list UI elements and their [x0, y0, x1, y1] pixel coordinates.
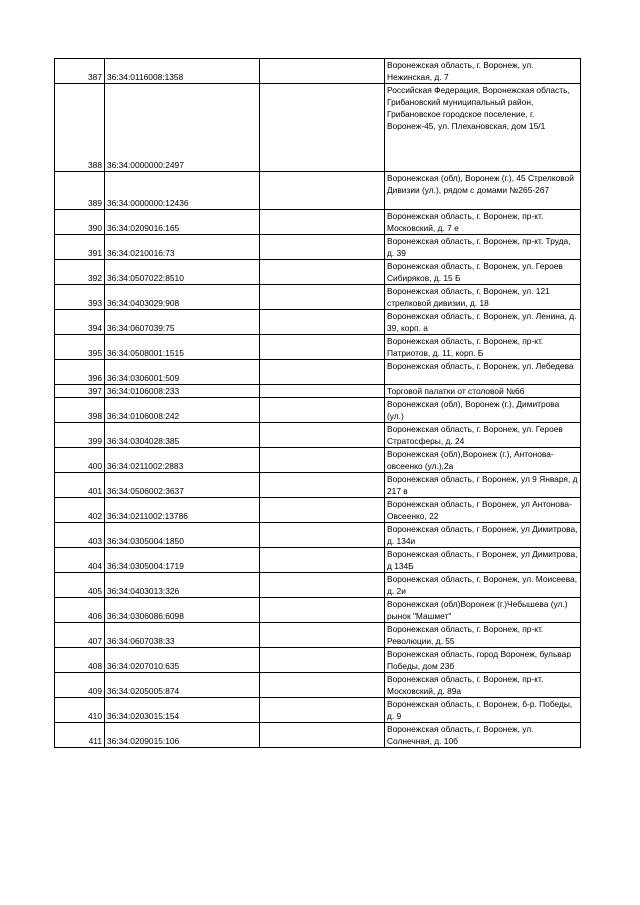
- cadastral-number-cell: 36:34:0209016:165: [105, 210, 260, 235]
- cadastral-number-cell: 36:34:0507022:8510: [105, 260, 260, 285]
- address-cell: Воронежская область, г. Воронеж, пр-кт. Революции, д. 55: [385, 623, 581, 648]
- address-cell: Воронежская (обл)Воронеж (г.)Чебышева (ул.) рынок "Машмет": [385, 598, 581, 623]
- cadastral-number-cell: 36:34:0306086:6098: [105, 598, 260, 623]
- row-number-cell: 411: [55, 723, 105, 748]
- row-number-cell: 390: [55, 210, 105, 235]
- cadastral-number-cell: 36:34:0205005:874: [105, 673, 260, 698]
- empty-cell: [260, 698, 385, 723]
- row-number-cell: 403: [55, 523, 105, 548]
- empty-cell: [260, 84, 385, 172]
- empty-cell: [260, 59, 385, 84]
- row-number-cell: 402: [55, 498, 105, 523]
- address-cell: Воронежская (обл), Воронеж (г.), Димитрова (ул.): [385, 398, 581, 423]
- row-number-cell: 409: [55, 673, 105, 698]
- table-row: [55, 548, 581, 573]
- cadastral-number-cell: 36:34:0116008:1358: [105, 59, 260, 84]
- empty-cell: [260, 723, 385, 748]
- empty-cell: [260, 548, 385, 573]
- table-row: [55, 84, 581, 172]
- cadastral-number-cell: 36:34:0403029:908: [105, 285, 260, 310]
- address-cell: Воронежская область, г. Воронеж, ул. Героев Стратосферы, д. 24: [385, 423, 581, 448]
- empty-cell: [260, 573, 385, 598]
- address-cell: Воронежская область, г. Воронеж, пр-кт. Московский, д. 89а: [385, 673, 581, 698]
- cadastral-number-cell: 36:34:0000000:2497: [105, 84, 260, 172]
- cadastral-number-cell: 36:34:0209015:106: [105, 723, 260, 748]
- row-number-cell: 404: [55, 548, 105, 573]
- address-cell: Российская Федерация, Воронежская область, Грибановский муниципальный район, Грибановское городское поселение, г. Воронеж-45, ул. Плехановская, дом 15/1: [385, 84, 581, 172]
- address-cell: Воронежская область, г. Воронеж, ул. Ленина, д. 39, корп. а: [385, 310, 581, 335]
- address-cell: Воронежская (обл),Воронеж (г.), Антонова-овсеенко (ул.),2а: [385, 448, 581, 473]
- row-number-cell: 396: [55, 360, 105, 385]
- table-row: [55, 498, 581, 523]
- empty-cell: [260, 235, 385, 260]
- cadastral-number-cell: 36:34:0305004:1850: [105, 523, 260, 548]
- row-number-cell: 405: [55, 573, 105, 598]
- address-cell: Воронежская область, г Воронеж, ул Димитрова, д. 134и: [385, 523, 581, 548]
- empty-cell: [260, 310, 385, 335]
- row-number-cell: 400: [55, 448, 105, 473]
- address-cell: Воронежская (обл), Воронеж (г.), 45 Стрелковой Дивизии (ул.), рядом с домами №265-267: [385, 172, 581, 210]
- empty-cell: [260, 673, 385, 698]
- table-row: [55, 310, 581, 335]
- table-row: [55, 335, 581, 360]
- address-cell: Воронежская область, город Воронеж, бульвар Победы, дом 23б: [385, 648, 581, 673]
- address-cell: Воронежская область, г. Воронеж, б-р. Победы, д. 9: [385, 698, 581, 723]
- empty-cell: [260, 498, 385, 523]
- address-cell: Воронежская область, г. Воронеж, ул. Солнечная, д. 10б: [385, 723, 581, 748]
- cadastral-number-cell: 36:34:0000000:12436: [105, 172, 260, 210]
- row-number-cell: 410: [55, 698, 105, 723]
- empty-cell: [260, 648, 385, 673]
- cadastral-number-cell: 36:34:0305004:1719: [105, 548, 260, 573]
- registry-table-body: [55, 59, 581, 748]
- address-cell: Воронежская область, г Воронеж, ул Антонова-Овсеенко, 22: [385, 498, 581, 523]
- address-cell: Воронежская область, г. Воронеж, пр-кт. Труда, д. 39: [385, 235, 581, 260]
- cadastral-number-cell: 36:34:0508001:1515: [105, 335, 260, 360]
- table-row: [55, 448, 581, 473]
- cadastral-number-cell: 36:34:0607038:33: [105, 623, 260, 648]
- cadastral-number-cell: 36:34:0211002:13786: [105, 498, 260, 523]
- empty-cell: [260, 385, 385, 398]
- row-number-cell: 394: [55, 310, 105, 335]
- row-number-cell: 406: [55, 598, 105, 623]
- empty-cell: [260, 473, 385, 498]
- address-cell: Воронежская область, г Воронеж, ул Димитрова, д 134Б: [385, 548, 581, 573]
- row-number-cell: 389: [55, 172, 105, 210]
- table-row: [55, 210, 581, 235]
- row-number-cell: 387: [55, 59, 105, 84]
- table-row: [55, 172, 581, 210]
- cadastral-number-cell: 36:34:0403013:326: [105, 573, 260, 598]
- row-number-cell: 397: [55, 385, 105, 398]
- table-row: [55, 573, 581, 598]
- table-row: [55, 235, 581, 260]
- cadastral-number-cell: 36:34:0506002:3637: [105, 473, 260, 498]
- empty-cell: [260, 335, 385, 360]
- cadastral-number-cell: 36:34:0306001:509: [105, 360, 260, 385]
- empty-cell: [260, 598, 385, 623]
- table-row: [55, 723, 581, 748]
- address-cell: Воронежская область, г. Воронеж, ул. Лебедева: [385, 360, 581, 385]
- cadastral-number-cell: 36:34:0106008:233: [105, 385, 260, 398]
- table-row: [55, 673, 581, 698]
- empty-cell: [260, 360, 385, 385]
- row-number-cell: 395: [55, 335, 105, 360]
- address-cell: Воронежская область, г. Воронеж, ул. Моисеева, д. 2и: [385, 573, 581, 598]
- row-number-cell: 391: [55, 235, 105, 260]
- row-number-cell: 388: [55, 84, 105, 172]
- empty-cell: [260, 285, 385, 310]
- address-cell: Воронежская область, г. Воронеж, ул. Нежинская, д. 7: [385, 59, 581, 84]
- table-row: [55, 523, 581, 548]
- address-cell: Воронежская область, г Воронеж, ул 9 Января, д 217 в: [385, 473, 581, 498]
- registry-table: [54, 58, 581, 748]
- cadastral-number-cell: 36:34:0210016:73: [105, 235, 260, 260]
- address-cell: Воронежская область, г. Воронеж, ул. Героев Сибиряков, д. 15 Б: [385, 260, 581, 285]
- empty-cell: [260, 448, 385, 473]
- table-row: [55, 698, 581, 723]
- cadastral-number-cell: 36:34:0304028:385: [105, 423, 260, 448]
- address-cell: Воронежская область, г. Воронеж, пр-кт. Московский, д. 7 е: [385, 210, 581, 235]
- cadastral-number-cell: 36:34:0106008:242: [105, 398, 260, 423]
- empty-cell: [260, 623, 385, 648]
- table-row: [55, 648, 581, 673]
- empty-cell: [260, 523, 385, 548]
- table-row: [55, 423, 581, 448]
- empty-cell: [260, 398, 385, 423]
- cadastral-number-cell: 36:34:0211002:2883: [105, 448, 260, 473]
- row-number-cell: 393: [55, 285, 105, 310]
- row-number-cell: 401: [55, 473, 105, 498]
- empty-cell: [260, 423, 385, 448]
- table-row: [55, 385, 581, 398]
- table-row: [55, 285, 581, 310]
- address-cell: Торговой палатки от столовой №66: [385, 385, 581, 398]
- table-row: [55, 260, 581, 285]
- table-row: [55, 473, 581, 498]
- cadastral-number-cell: 36:34:0203015:154: [105, 698, 260, 723]
- empty-cell: [260, 210, 385, 235]
- address-cell: Воронежская область, г. Воронеж, ул. 121 стрелковой дивизии, д. 18: [385, 285, 581, 310]
- empty-cell: [260, 172, 385, 210]
- address-cell: Воронежская область, г. Воронеж, пр-кт. Патриотов, д. 11, корп. Б: [385, 335, 581, 360]
- row-number-cell: 398: [55, 398, 105, 423]
- table-row: [55, 623, 581, 648]
- table-row: [55, 398, 581, 423]
- row-number-cell: 408: [55, 648, 105, 673]
- cadastral-number-cell: 36:34:0207010:635: [105, 648, 260, 673]
- cadastral-number-cell: 36:34:0607039:75: [105, 310, 260, 335]
- table-row: [55, 360, 581, 385]
- row-number-cell: 399: [55, 423, 105, 448]
- table-row: [55, 59, 581, 84]
- table-row: [55, 598, 581, 623]
- empty-cell: [260, 260, 385, 285]
- row-number-cell: 407: [55, 623, 105, 648]
- row-number-cell: 392: [55, 260, 105, 285]
